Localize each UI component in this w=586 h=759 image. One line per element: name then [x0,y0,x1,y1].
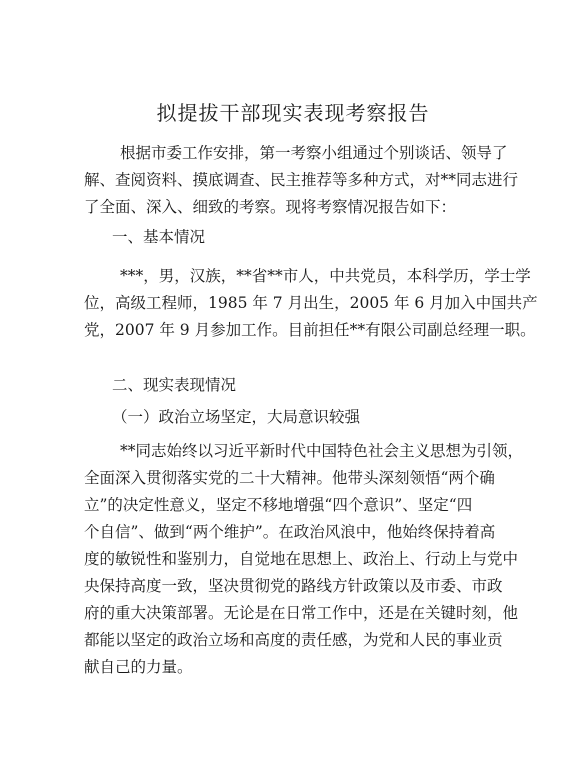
political-line-7: 府的重大决策部署。无论是在日常工作中，还是在关键时刻，他 [84,604,519,622]
basic-info-line-1: ***，男，汉族，**省**市人，中共党员，本科学历，学士学 [120,267,531,285]
political-line-4: 个自信”、做到“两个维护”。在政治风浪中，他始终保持着高 [84,523,496,541]
political-line-3: 立”的决定性意义，坚定不移地增强“四个意识”、坚定“四 [84,496,473,514]
political-line-6: 央保持高度一致，坚决贯彻党的路线方针政策以及市委、市政 [84,577,503,595]
section1-heading: 一、基本情况 [112,228,206,246]
basic-info-line-2: 位，高级工程师，1985 年 7 月出生，2005 年 6 月加入中国共产 [84,294,538,312]
political-stance-paragraph [84,438,524,681]
political-line-5: 度的敏锐性和鉴别力，自觉地在思想上、政治上、行动上与党中 [84,550,519,568]
political-line-8: 都能以坚定的政治立场和高度的责任感，为党和人民的事业贡 [84,631,503,649]
political-line-1: **同志始终以习近平新时代中国特色社会主义思想为引领， [120,442,524,460]
political-line-2: 全面深入贯彻落实党的二十大精神。他带头深刻领悟“两个确 [84,469,495,487]
intro-line-3: 了全面、深入、细致的考察。现将考察情况报告如下： [84,198,457,216]
basic-info-paragraph [84,263,538,344]
intro-line-1: 根据市委工作安排，第一考察小组通过个别谈话、领导了 [120,144,508,162]
subsection1-heading: （一）政治立场坚定，大局意识较强 [112,408,361,426]
intro-paragraph [84,140,522,221]
section2-heading: 二、现实表现情况 [112,376,237,394]
political-line-9: 献自己的力量。 [84,658,193,676]
basic-info-line-3: 党，2007 年 9 月参加工作。目前担任**有限公司副总经理一职。 [84,321,536,339]
document-title: 拟提拔干部现实表现考察报告 [156,101,430,125]
intro-line-2: 解、查阅资料、摸底调查、民主推荐等多种方式，对**同志进行 [84,171,519,189]
